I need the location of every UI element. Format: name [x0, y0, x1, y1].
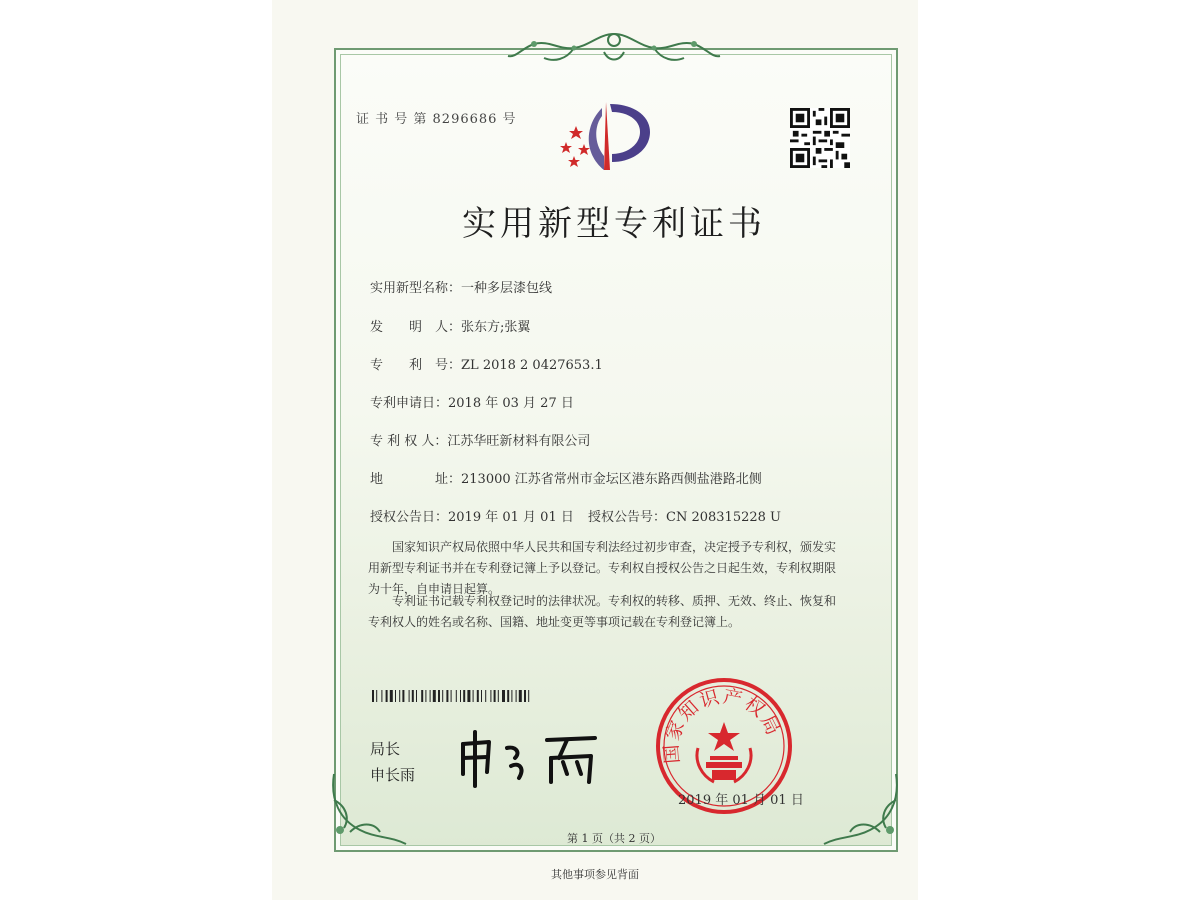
field-inventor	[370, 316, 530, 335]
legal-paragraph: 国家知识产权局依照中华人民共和国专利法经过初步审查，决定授予专利权，颁发实用新型专利证书并在专利登记簿上予以登记。专利权自授权公告之日起生效，专利权期限为十年，自申请日起算。	[368, 540, 837, 596]
field-label: 授权公告号：	[588, 510, 667, 525]
field-grant-date	[370, 506, 574, 525]
field-value: 江苏华旺新材料有限公司	[447, 434, 591, 449]
field-label: 专 利 号：	[370, 358, 462, 373]
field-application-date	[370, 392, 574, 411]
legal-paragraph: 专利证书记载专利权登记时的法律状况。专利权的转移、质押、无效、终止、恢复和专利权人的姓名或名称、国籍、地址变更等事项记载在专利登记簿上。	[368, 594, 837, 629]
patent-office-logo-icon	[554, 96, 664, 176]
field-value: 2019 年 01 月 01 日	[448, 510, 574, 525]
top-ornament-icon	[504, 26, 724, 76]
field-label: 授权公告日：	[370, 510, 449, 525]
field-patent-number	[370, 354, 603, 373]
field-value: 一种多层漆包线	[461, 281, 553, 296]
director-signature-icon	[455, 728, 615, 788]
field-label: 专 利 权 人：	[370, 434, 448, 449]
field-value: 2018 年 03 月 27 日	[448, 396, 574, 411]
field-utility-model-name	[370, 277, 552, 296]
seal-text: 国家知识产权局	[660, 685, 786, 765]
barcode-icon	[372, 690, 592, 702]
page-number: 第 1 页（共 2 页）	[567, 832, 661, 845]
certificate-title: 实用新型专利证书	[462, 204, 766, 244]
field-value: 张东方;张翼	[461, 320, 531, 335]
footer-note: 其他事项参见背面	[551, 868, 639, 881]
field-address	[370, 468, 762, 487]
certificate-number: 证 书 号 第 8296686 号	[356, 112, 517, 127]
director-title: 局长	[370, 740, 401, 758]
field-label: 实用新型名称：	[370, 281, 462, 296]
field-label: 专利申请日：	[370, 396, 449, 411]
field-label: 发 明 人：	[370, 320, 462, 335]
qr-code-icon	[790, 108, 850, 168]
seal-date: 2019 年 01 月 01 日	[678, 793, 804, 808]
field-value: CN 208315228 U	[666, 510, 781, 525]
field-patentee	[370, 430, 590, 449]
field-label: 地 址：	[370, 472, 462, 487]
field-publication-number	[588, 506, 781, 525]
director-name: 申长雨	[370, 766, 416, 784]
field-value: ZL 2018 2 0427653.1	[461, 358, 603, 373]
field-value: 213000 江苏省常州市金坛区港东路西侧盐港路北侧	[461, 472, 762, 487]
